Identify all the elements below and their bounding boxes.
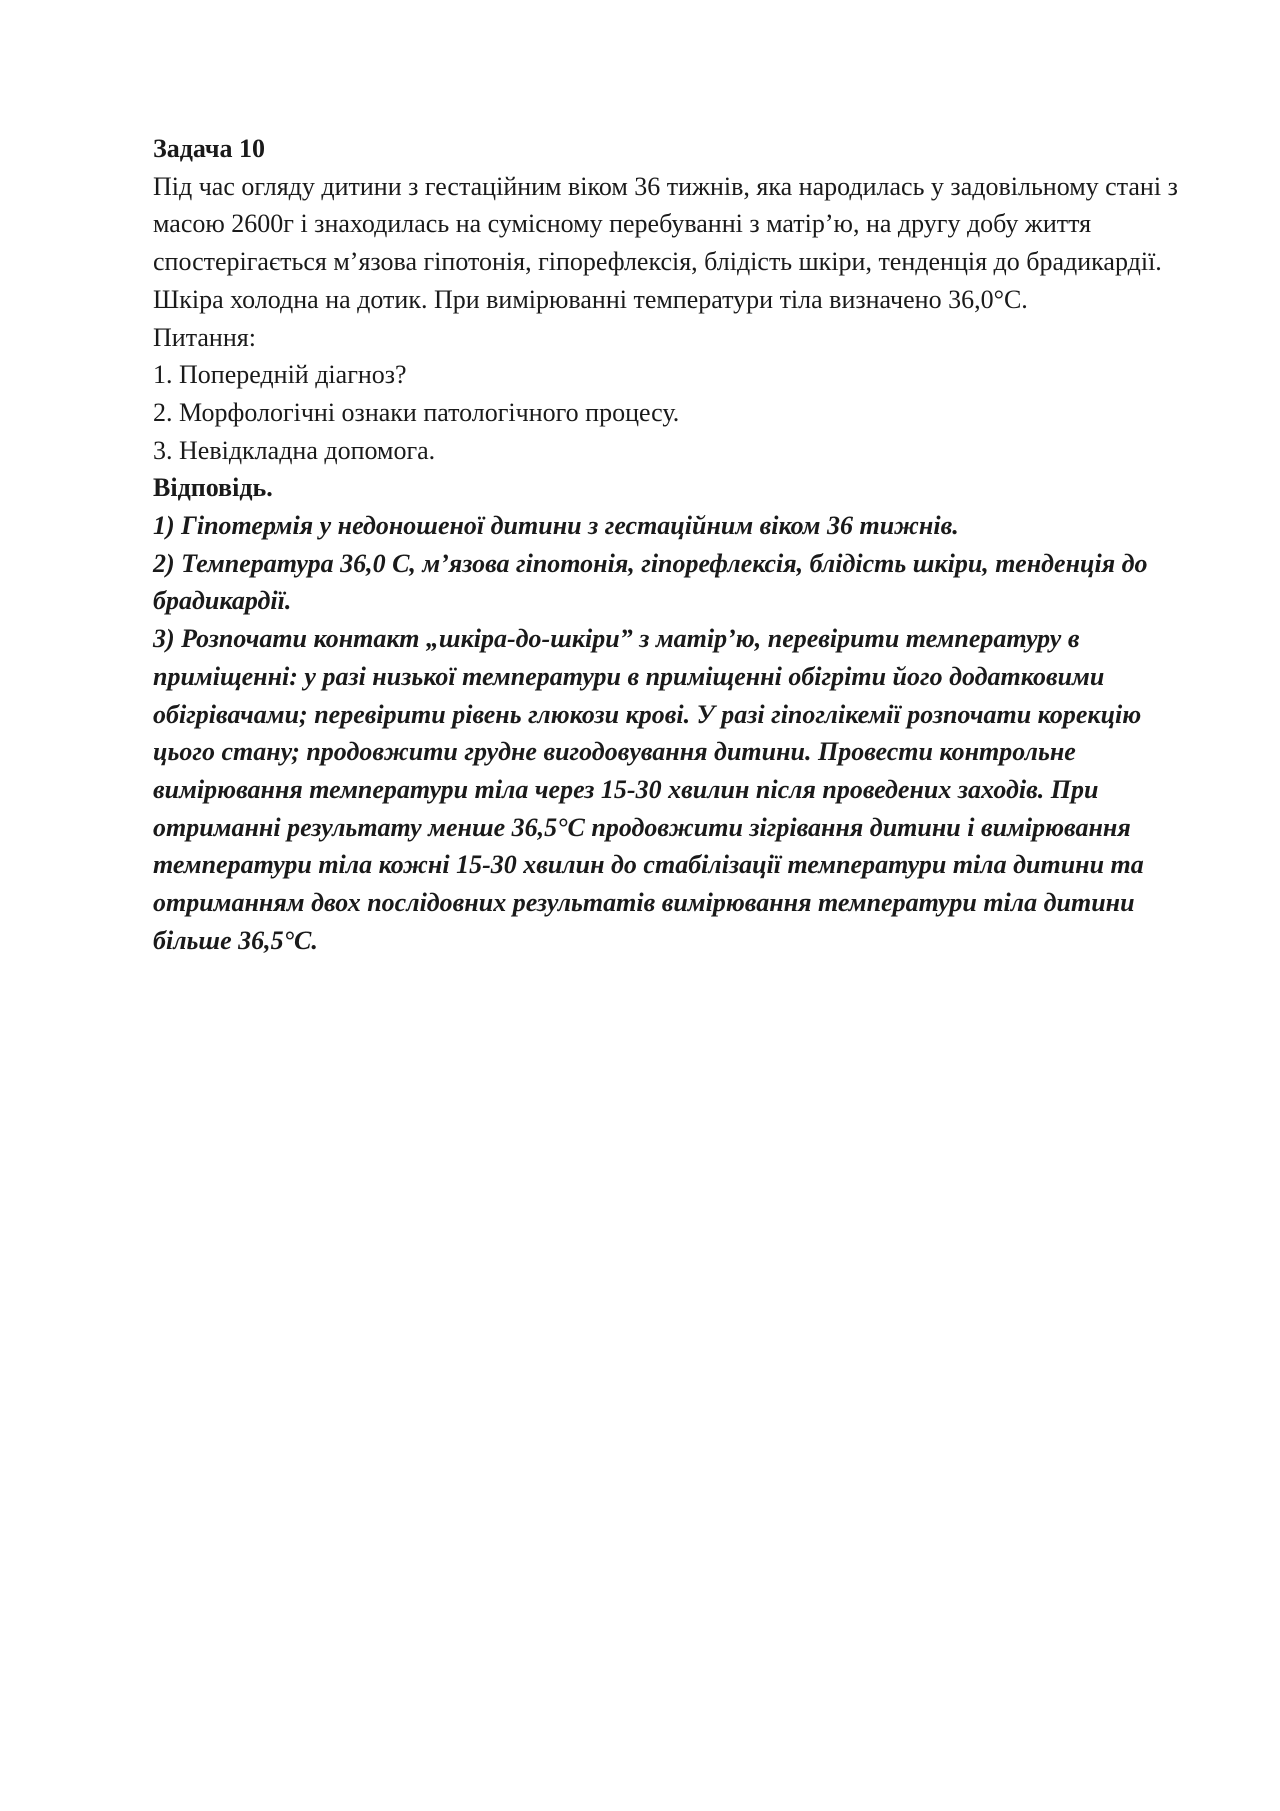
answer-2: 2) Температура 36,0 С, м’язова гіпотонія, гіпорефлексія, блідість шкіри, тенденція до брадикардії. (153, 548, 1148, 616)
question-3: 3. Невідкладна допомога. (153, 435, 436, 465)
task-description: Під час огляду дитини з гестаційним віком 36 тижнів, яка народилась у задовільному стані з масою 2600г і знаходилась на сумісному перебуванні з матір’ю, на другу добу життя спостерігається м’язова гіпотонія, гіпорефлексія, блідість шкіри, тенденція до брадикардії. Шкіра холодна на дотик. При вимірюванні температури тіла визначено 36,0°С. (153, 171, 1178, 314)
task-title: Задача 10 (153, 134, 265, 163)
answer-heading: Відповідь. (153, 473, 273, 503)
questions-heading: Питання: (153, 322, 256, 352)
answer-3: 3) Розпочати контакт „шкіра-до-шкіри” з матір’ю, перевірити температуру в приміщенні: у разі низької температури в приміщенні обігріти його додатковими обігрівачами; перевірити рівень глюкози крові. У разі гіпоглікемії розпочати корекцію цього стану; продовжити грудне вигодовування дитини. Провести контрольне вимірювання температури тіла через 15-30 хвилин після проведених заходів. При отриманні результату менше 36,5°С продовжити зігрівання дитини і вимірювання температури тіла кожні 15-30 хвилин до стабілізації температури тіла дитини та отриманням двох послідовних результатів вимірювання температури тіла дитини більше 36,5°С. (153, 624, 1144, 955)
answer-1: 1) Гіпотермія у недоношеної дитини з гестаційним віком 36 тижнів. (153, 511, 959, 541)
document-content (153, 130, 1193, 959)
question-1: 1. Попередній діагноз? (153, 360, 407, 390)
question-2: 2. Морфологічні ознаки патологічного процесу. (153, 397, 680, 427)
